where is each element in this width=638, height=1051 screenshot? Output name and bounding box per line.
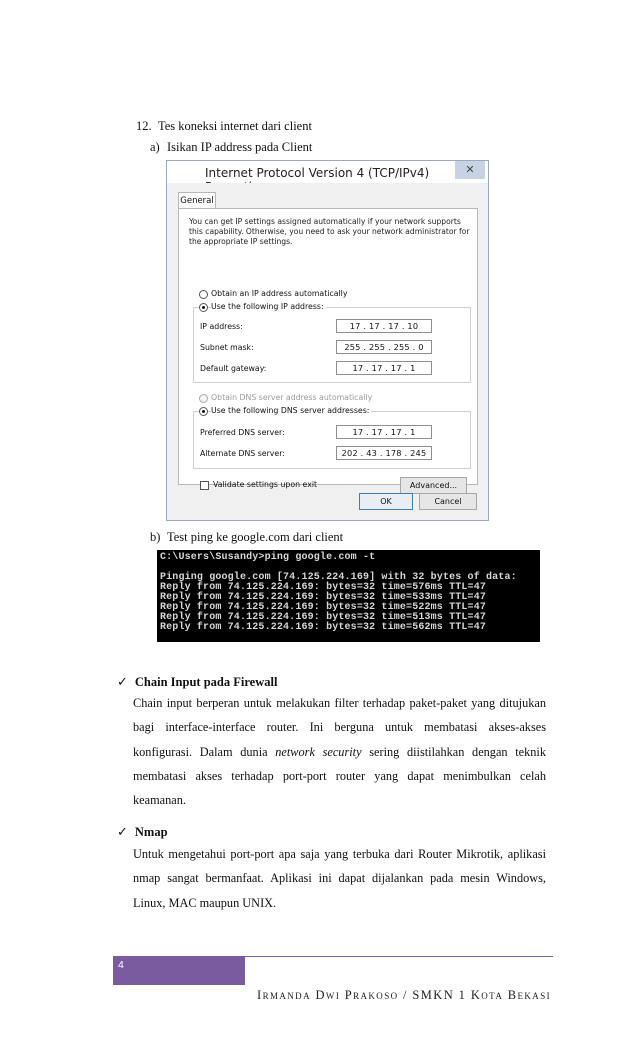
console-line: Reply from 74.125.224.169: bytes=32 time=513ms TTL=47 — [160, 612, 487, 623]
section-nmap — [117, 823, 168, 841]
sub-item-b — [150, 530, 343, 545]
sub-item-label: a) — [150, 140, 160, 154]
alternate-dns-label: Alternate DNS server: — [200, 449, 285, 458]
console-line: Reply from 74.125.224.169: bytes=32 time=522ms TTL=47 — [160, 602, 487, 613]
radio-ip-manual-label: Use the following IP address: — [211, 302, 324, 311]
check-icon: ✓ — [117, 824, 128, 839]
section-title: Nmap — [134, 825, 168, 839]
console-line: Reply from 74.125.224.169: bytes=32 time=533ms TTL=47 — [160, 592, 487, 603]
list-item-12 — [136, 119, 312, 134]
paragraph-text: sering diistilahkan dengan teknik membatasi akses terhadap port-port router yang dapat menimbulkan celah keamanan. — [133, 744, 546, 808]
dns-group — [193, 411, 471, 469]
footer-divider — [245, 956, 553, 957]
sub-item-text: Isikan IP address pada Client — [167, 140, 313, 154]
dialog-title: Internet Protocol Version 4 (TCP/IPv4) — [205, 166, 430, 180]
general-panel — [178, 208, 478, 490]
emphasis-text: network security — [275, 744, 362, 759]
dialog-body — [167, 183, 488, 520]
sub-item-text: Test ping ke google.com dari client — [167, 530, 344, 544]
list-item-text: Tes koneksi internet dari client — [158, 119, 312, 133]
console-line: Reply from 74.125.224.169: bytes=32 time=562ms TTL=47 — [160, 622, 487, 633]
sub-item-a — [150, 140, 312, 155]
page-number-box — [113, 956, 245, 985]
radio-dns-auto[interactable] — [199, 394, 208, 403]
alternate-dns-field[interactable]: 202 . 43 . 178 . 245 — [336, 446, 432, 460]
section-chain-input — [117, 673, 277, 691]
advanced-button[interactable]: Advanced... — [400, 477, 467, 494]
dialog-description: You can get IP settings assigned automatically if your network supports this capability. Otherwise, you need to ask your network administrator for the appropriate IP settings. — [189, 217, 470, 246]
section-paragraph — [133, 691, 546, 812]
section-title: Chain Input pada Firewall — [134, 675, 278, 689]
tab-general[interactable]: General — [178, 192, 216, 209]
radio-ip-auto-label: Obtain an IP address automatically — [211, 289, 348, 298]
paragraph-text: Chain input berperan untuk melakukan filter terhadap paket-paket yang ditujukan bagi interface-interface router. Ini berguna untuk membatasi akses-akses konfigurasi. Dalam dunia — [133, 696, 546, 759]
section-paragraph: Untuk mengetahui port-port apa saja yang terbuka dari Router Mikrotik, aplikasi nmap sangat bermanfaat. Aplikasi ini dapat dijalankan pada mesin Windows, Linux, MAC maupun UNIX. — [133, 847, 546, 910]
close-icon[interactable]: ✕ — [455, 161, 485, 179]
validate-label: Validate settings upon exit — [213, 480, 318, 489]
preferred-dns-label: Preferred DNS server: — [200, 428, 285, 437]
console-line: Pinging google.com [74.125.224.169] with 32 bytes of data: — [160, 572, 517, 583]
console-line: C:\Users\Susandy>ping google.com -t — [160, 552, 376, 563]
preferred-dns-field[interactable]: 17 . 17 . 17 . 1 — [336, 425, 432, 439]
ok-button[interactable]: OK — [359, 493, 413, 510]
subnet-mask-field[interactable]: 255 . 255 . 255 . 0 — [336, 340, 432, 354]
check-icon: ✓ — [117, 674, 128, 689]
subnet-mask-label: Subnet mask: — [200, 343, 254, 352]
ip-address-field[interactable]: 17 . 17 . 17 . 10 — [336, 319, 432, 333]
radio-dns-auto-label: Obtain DNS server address automatically — [211, 393, 373, 402]
validate-checkbox[interactable] — [200, 481, 209, 490]
radio-dns-manual-label: Use the following DNS server addresses: — [211, 406, 370, 415]
page-number: 4 — [118, 959, 124, 971]
default-gateway-label: Default gateway: — [200, 364, 267, 373]
sub-item-label: b) — [150, 530, 161, 544]
radio-ip-manual[interactable] — [199, 303, 208, 312]
ip-address-label: IP address: — [200, 322, 243, 331]
ipv4-properties-dialog — [166, 160, 489, 521]
radio-ip-auto[interactable] — [199, 290, 208, 299]
footer-author: Irmanda Dwi Prakoso / SMKN 1 Kota Bekasi — [257, 988, 552, 1002]
default-gateway-field[interactable]: 17 . 17 . 17 . 1 — [336, 361, 432, 375]
radio-dns-manual[interactable] — [199, 407, 208, 416]
list-number: 12. — [136, 119, 152, 133]
cancel-button[interactable]: Cancel — [419, 493, 477, 510]
command-prompt — [157, 550, 540, 642]
console-line: Reply from 74.125.224.169: bytes=32 time=576ms TTL=47 — [160, 582, 487, 593]
